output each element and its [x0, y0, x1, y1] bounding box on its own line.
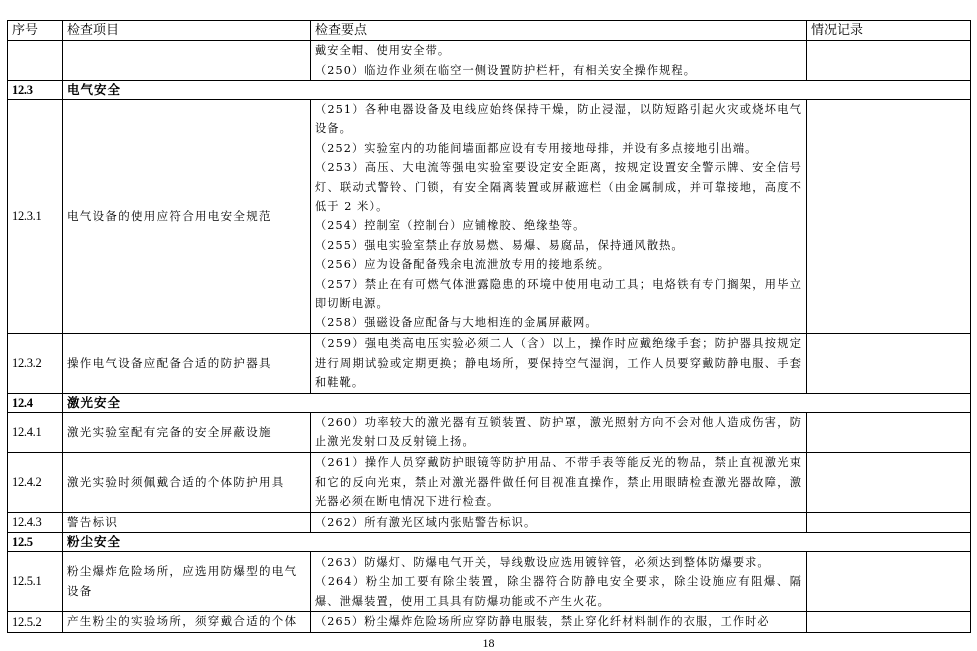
- cell-no: 12.5.1: [8, 552, 63, 612]
- point-260: （260）功率较大的激光器有互锁装置、防护罩，激光照射方向不会对他人造成伤害，防止激光发射口及反射镜上扬。: [315, 415, 802, 449]
- table-header-row: [8, 21, 971, 41]
- cell-points: [311, 552, 807, 612]
- point-258: （258）强磁设备应配备与大地相连的金属屏蔽网。: [315, 316, 598, 330]
- table-row-continuation: [8, 41, 971, 81]
- point-264: （264）粉尘加工要有除尘装置，除尘器符合防静电安全要求，除尘设施应有阻爆、隔爆、泄爆装置，使用工具具有防爆功能或不产生火花。: [315, 575, 802, 608]
- point-253: （253）高压、大电流等强电实验室要设定安全距离，按规定设置安全警示牌、安全信号灯、联动式警铃、门锁，有安全隔离装置或屏蔽遮栏（由金属制成，并可靠接地，高度不低于 2 米）。: [315, 161, 802, 214]
- table-row-12-5-2: [8, 612, 971, 633]
- point-text: 戴安全帽、使用安全带。: [315, 44, 451, 58]
- cell-item: 激光实验时须佩戴合适的个体防护用具: [63, 452, 311, 512]
- inspection-table: [7, 20, 971, 633]
- point-259: （259）强电类高电压实验必须二人（含）以上，操作时应戴绝缘手套；防护器具按规定进行周期试验或定期更换；静电场所，要保持空气湿润，工作人员要穿戴防静电服、手套和鞋靴。: [315, 337, 802, 390]
- cell-points: [311, 41, 807, 81]
- cell-item: 电气设备的使用应符合用电安全规范: [63, 100, 311, 334]
- cell-item: 操作电气设备应配备合适的防护器具: [63, 333, 311, 393]
- table-row-12-4-1: [8, 412, 971, 452]
- cell-no: 12.3.2: [8, 333, 63, 393]
- cell-record[interactable]: [807, 552, 971, 612]
- point-text: （250）临边作业须在临空一侧设置防护栏杆，有相关安全操作规程。: [315, 63, 696, 77]
- header-no: 序号: [8, 21, 63, 41]
- cell-no: 12.3.1: [8, 100, 63, 334]
- cell-record[interactable]: [807, 412, 971, 452]
- cell-no: [8, 41, 63, 81]
- cell-record[interactable]: [807, 612, 971, 633]
- page-number: 18: [482, 636, 495, 650]
- point-254: （254）控制室（控制台）应铺橡胶、绝缘垫等。: [315, 219, 586, 233]
- cell-points: [311, 333, 807, 393]
- cell-item: 粉尘爆炸危险场所，应选用防爆型的电气设备: [63, 552, 311, 612]
- section-title: 激光安全: [63, 393, 971, 412]
- point-265: （265）粉尘爆炸危险场所应穿防静电服装，禁止穿化纤材料制作的衣服，工作时必: [315, 615, 770, 629]
- cell-item: 激光实验室配有完备的安全屏蔽设施: [63, 412, 311, 452]
- cell-no: 12.4.2: [8, 452, 63, 512]
- cell-points: [311, 100, 807, 334]
- section-row-12-4: [8, 393, 971, 412]
- table-row-12-3-1: [8, 100, 971, 334]
- point-257: （257）禁止在有可燃气体泄露隐患的环境中使用电动工具；电烙铁有专门搁架，用毕立即切断电源。: [315, 277, 802, 311]
- cell-item: [63, 41, 311, 81]
- point-252: （252）实验室内的功能间墙面都应设有专用接地母排，并设有多点接地引出端。: [315, 141, 758, 155]
- section-no: 12.4: [8, 393, 63, 412]
- section-row-12-3: [8, 81, 971, 100]
- cell-record[interactable]: [807, 41, 971, 81]
- point-256: （256）应为设备配备残余电流泄放专用的接地系统。: [315, 258, 610, 272]
- section-title: 电气安全: [63, 81, 971, 100]
- section-no: 12.3: [8, 81, 63, 100]
- cell-item: 警告标识: [63, 512, 311, 533]
- section-title: 粉尘安全: [63, 533, 971, 552]
- cell-record[interactable]: [807, 512, 971, 533]
- point-261: （261）操作人员穿戴防护眼镜等防护用品、不带手表等能反光的物品，禁止直视激光束和它的反向光束，禁止对激光器件做任何目视准直操作，禁止用眼睛检查激光器故障，激光器必须在断电情况下进行检查。: [315, 456, 802, 509]
- cell-points: [311, 412, 807, 452]
- table-row-12-4-2: [8, 452, 971, 512]
- cell-record[interactable]: [807, 100, 971, 334]
- point-251: （251）各种电器设备及电线应始终保持干燥，防止浸湿，以防短路引起火灾或烧坏电气设备。: [315, 103, 802, 136]
- cell-points: [311, 612, 807, 633]
- cell-item: 产生粉尘的实验场所，须穿戴合适的个体: [63, 612, 311, 633]
- cell-record[interactable]: [807, 452, 971, 512]
- table-row-12-5-1: [8, 552, 971, 612]
- cell-no: 12.4.3: [8, 512, 63, 533]
- table-row-12-3-2: [8, 333, 971, 393]
- cell-no: 12.5.2: [8, 612, 63, 633]
- header-points: 检查要点: [311, 21, 807, 41]
- point-263: （263）防爆灯、防爆电气开关，导线敷设应选用镀锌管，必须达到整体防爆要求。: [315, 555, 770, 569]
- section-row-12-5: [8, 533, 971, 552]
- cell-points: [311, 452, 807, 512]
- header-record: 情况记录: [807, 21, 971, 41]
- point-262: （262）所有激光区域内张贴警告标识。: [315, 515, 537, 529]
- table-row-12-4-3: [8, 512, 971, 533]
- cell-record[interactable]: [807, 333, 971, 393]
- section-no: 12.5: [8, 533, 63, 552]
- header-item: 检查项目: [63, 21, 311, 41]
- cell-no: 12.4.1: [8, 412, 63, 452]
- point-255: （255）强电实验室禁止存放易燃、易爆、易腐品，保持通风散热。: [315, 238, 684, 252]
- cell-points: [311, 512, 807, 533]
